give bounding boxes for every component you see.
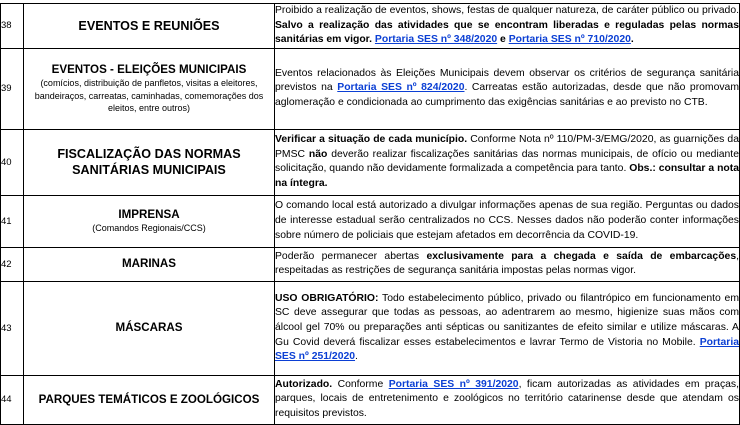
bold-text: Salvo a realização das atividades que se encontram liberadas e reguladas pelas normas sanitárias em vigor. [275, 19, 739, 46]
portaria-link[interactable]: Portaria SES nº 348/2020 [374, 34, 498, 46]
regulations-table [0, 3, 740, 425]
description-text: Conforme [332, 378, 389, 390]
bold-text: Obs.: consultar a nota na íntegra. [275, 163, 739, 189]
row-number-text: 43 [1, 322, 12, 334]
row-number-text: 44 [1, 394, 12, 406]
table-row [1, 247, 740, 281]
row-title: EVENTOS E REUNIÕES [78, 18, 220, 33]
row-subject [24, 129, 275, 195]
row-number-text: 38 [1, 20, 12, 32]
row-description [275, 48, 740, 129]
row-number [1, 48, 24, 129]
description-text: , respeitadas as restrições de segurança sanitária impostas pelas normas vigor. [275, 250, 739, 277]
row-description [275, 195, 740, 247]
row-title: MARINAS [121, 257, 177, 271]
row-title: MÁSCARAS [115, 321, 183, 335]
row-number [1, 281, 24, 375]
description-text: O comando local está autorizado a divulgar informações apenas de sua região. Perguntas ou dados de interesse estadual serão centralizados no CCS. Nesses dados não poderão conter informações sobre número de policiais que estejam afetados em decorrência da COVID-19. [275, 200, 739, 241]
table-row [1, 195, 740, 247]
portaria-link[interactable]: Portaria SES nº 251/2020 [275, 336, 739, 363]
row-description [275, 281, 740, 375]
bold-text: exclusivamente para a chegada e saída de embarcações [426, 250, 737, 262]
row-title: EVENTOS - ELEIÇÕES MUNICIPAIS [51, 63, 247, 77]
portaria-link[interactable]: Portaria SES nº 824/2020 [337, 82, 465, 94]
row-title: IMPRENSA [118, 208, 180, 222]
bold-text: e [497, 34, 509, 46]
row-description [275, 129, 740, 195]
portaria-link[interactable]: Portaria SES nº 710/2020 [508, 34, 631, 46]
row-number [1, 129, 24, 195]
row-subject [24, 195, 275, 247]
portaria-link[interactable]: Portaria SES nº 391/2020 [388, 378, 519, 390]
table-row [1, 375, 740, 424]
description-text: Todo estabelecimento público, privado ou filantrópico em funcionamento em SC deve assegurar que todas as pessoas, ao adentrarem ao mesmo, higienize suas mãos com álcool gel 70% ou preparações anti sépticas ou sanitizantes de efeito similar e utilize máscaras. A Gu Covid deverá fiscalizar esses estabelecimentos e lavrar Termo de Vistoria no Mobile. [275, 292, 739, 348]
row-number [1, 375, 24, 424]
description-text: . Carreatas estão autorizadas, desde que não promovam aglomeração e condicionada ao cumprimento das exigências sanitárias e ao previsto no CTB. [275, 82, 739, 109]
row-subject [24, 4, 275, 49]
bold-text: Autorizado. [275, 378, 333, 390]
row-subject [24, 281, 275, 375]
bold-text: não [308, 148, 328, 160]
row-number-text: 42 [1, 258, 12, 270]
row-subject [24, 247, 275, 281]
row-description [275, 4, 740, 49]
table-row [1, 281, 740, 375]
table-row [1, 4, 740, 49]
table-row [1, 48, 740, 129]
description-text: , ficam autorizadas as atividades em praças, parques, locais de entretenimento e zoológicos no território catarinense desde que atendam os requisitos previstos. [275, 378, 739, 420]
row-number-text: 40 [1, 156, 12, 168]
row-number-text: 39 [1, 83, 12, 95]
table-row [1, 129, 740, 195]
row-number [1, 4, 24, 49]
row-subject [24, 375, 275, 424]
bold-text: USO OBRIGATÓRIO: [275, 292, 379, 304]
row-subtitle: (comícios, distribuição de panfletos, visitas a eleitores, bandeiraços, carreatas, caminhadas, comemorações dos eleitos, entre outros) [34, 78, 264, 113]
description-text: deverão realizar fiscalizações sanitárias das normas municipais, de ofício ou mediante solicitação, quando não devidamente formalizada a competência para tanto. [275, 148, 739, 175]
bold-text: Verificar a situação de cada município. [275, 134, 468, 146]
row-title: PARQUES TEMÁTICOS E ZOOLÓGICOS [38, 392, 260, 406]
description-text: Proibido a realização de eventos, shows, festas de qualquer natureza, de caráter público ou privado. [275, 5, 739, 16]
row-number [1, 195, 24, 247]
description-text: Conforme Nota nº 110/PM-3/EMG/2020, as guarnições da PMSC [275, 134, 739, 160]
row-subtitle: (Comandos Regionais/CCS) [92, 223, 206, 234]
bold-text: . [630, 34, 634, 46]
description-text: Eventos relacionados às Eleições Municipais devem observar os critérios de segurança sanitária previstos na [275, 67, 739, 94]
row-number [1, 247, 24, 281]
row-description [275, 247, 740, 281]
description-text: . [355, 351, 358, 363]
row-number-text: 41 [1, 215, 12, 227]
row-title: FISCALIZAÇÃO DAS NORMAS SANITÁRIAS MUNICIPAIS [57, 147, 241, 178]
description-text: Poderão permanecer abertas [275, 250, 427, 262]
row-description [275, 375, 740, 424]
row-subject [24, 48, 275, 129]
